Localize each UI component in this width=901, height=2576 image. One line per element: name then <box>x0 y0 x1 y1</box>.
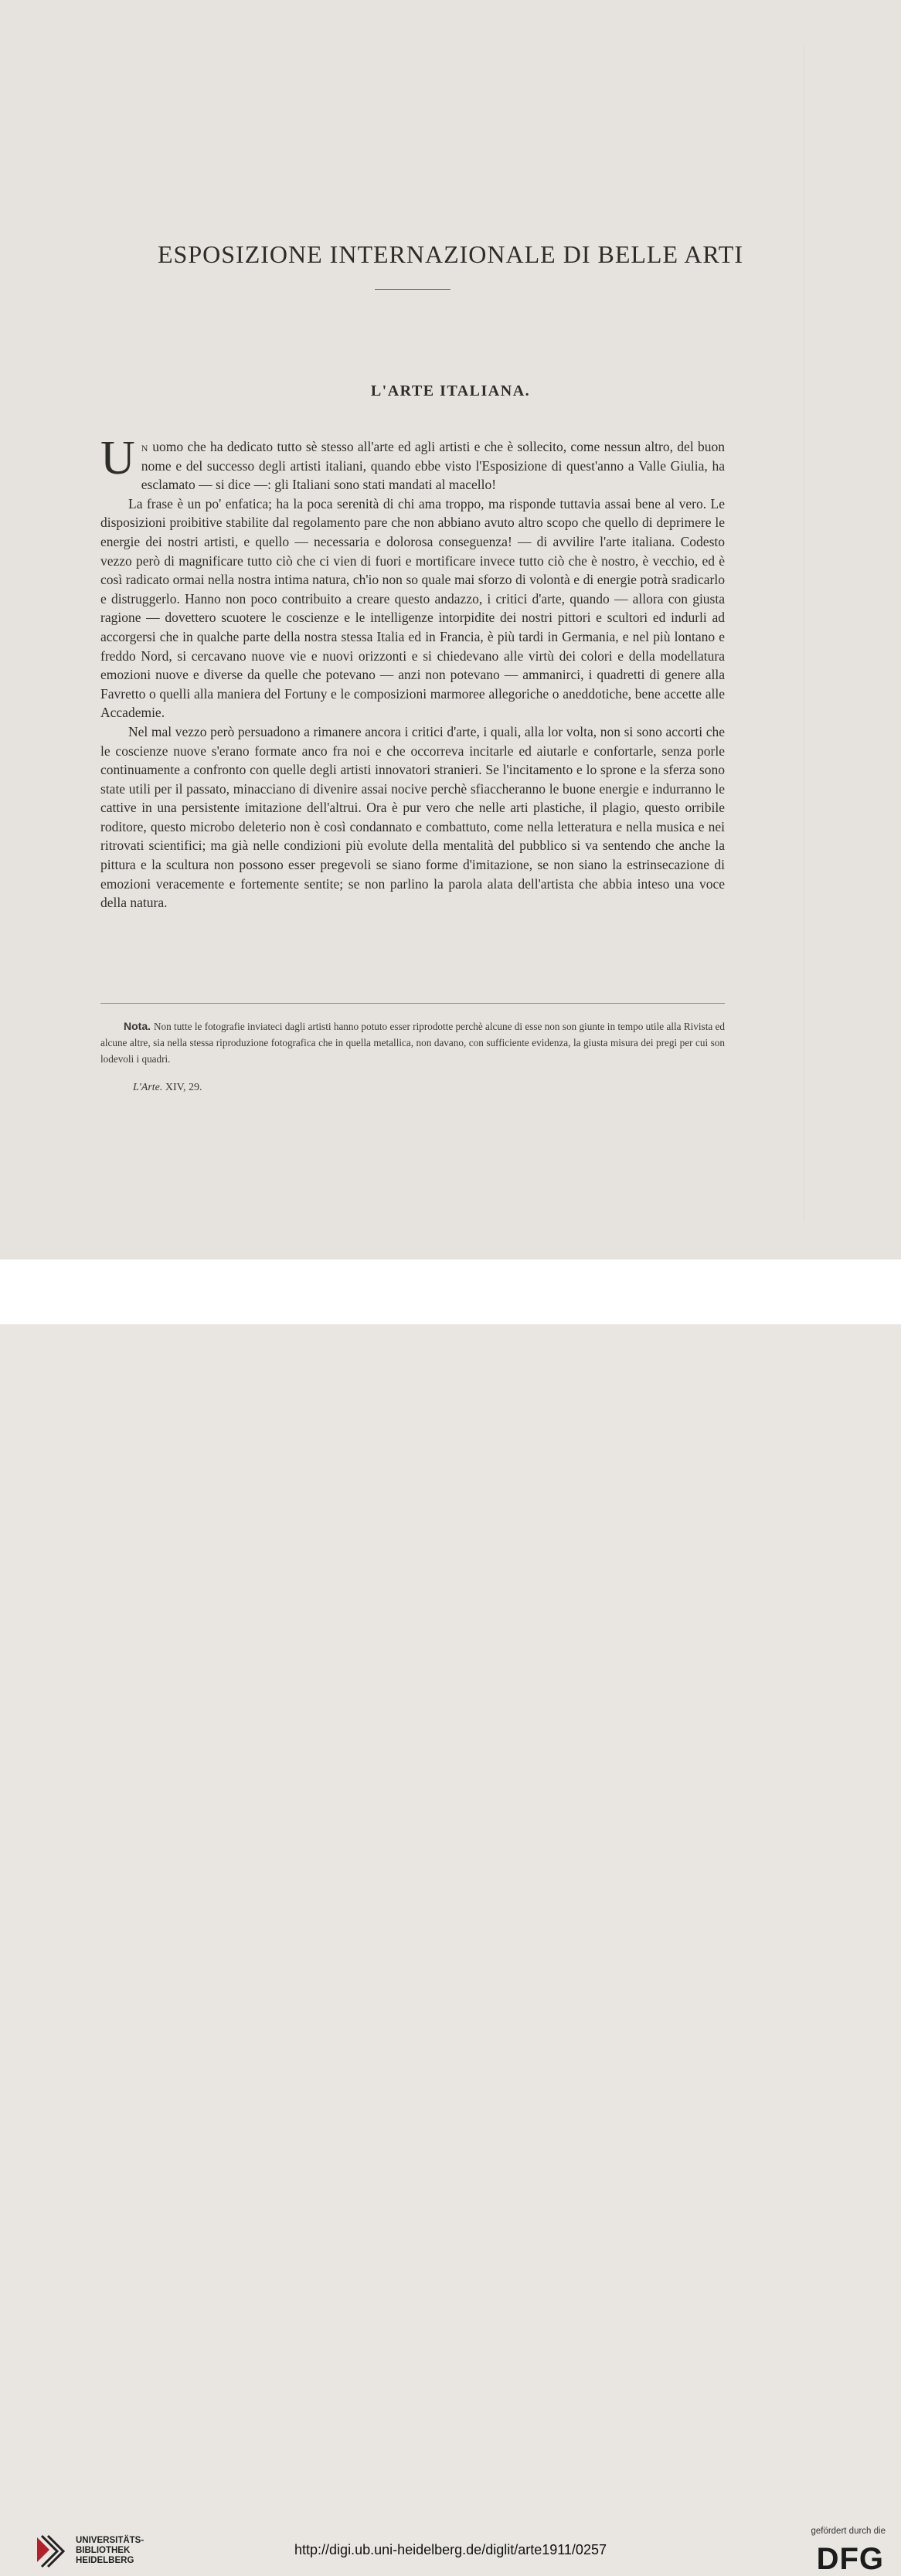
footnote-divider <box>100 1003 725 1004</box>
footnote-label: Nota. <box>124 1020 151 1032</box>
drop-cap: U <box>100 432 135 484</box>
title-divider <box>375 289 450 290</box>
paragraph-2: La frase è un po' enfatica; ha la poca serenità di chi ama troppo, ma risponde tuttavia assai bene al vero. Le disposizioni proibitive stabilite dal regolamento pare che non abbiano avuto altro scopo che quello di deprimere le energie dei nostri artisti, e quello — necessaria e dolorosa conseguenza! — di avvilire l'arte italiana. Codesto vezzo però di magnificare tutto ciò che ci vien di fuori e mortificare invece tutto ciò che è nostro, è vecchio, ed è così radicato ormai nella nostra intima natura, ch'io non so quale mai sforzo di volontà e di energie potrà sradicarlo e distruggerlo. Hanno non poco contribuito a creare questo andazzo, i critici d'arte, quando — allora con giusta ragione — dovettero scuotere le coscienze e le intelligenze intorpidite dei nostri pittori e scultori ed indurli ad accorgersi che in qualche parte della nostra stessa Italia ed in Francia, è più tardi in Germania, e nel più lontano e freddo Nord, si cercavano nuove vie e nuovi orizzonti e si chiedevano alle virtù dei colori e della modellatura emozioni nuove e diverse da quelle che potevano — anzi non potevano — ammanirci, i quadretti di genere alla Favretto o quelli alla maniera del Fortuny e le composizioni marmoree allegoriche o aneddotiche, bene accette alle Accademie. <box>100 495 725 721</box>
dfg-logo: DFG <box>816 2542 884 2576</box>
paragraph-1-text: uomo che ha dedicato tutto sè stesso all'arte ed agli artisti e che è sollecito, come nessun altro, del buon nome e del successo degli artisti italiani, quando ebbe visto l'Esposizione di quest'anno a Valle Giulia, ha esclamato — si dice —: gli Italiani sono stati mandati al macello! <box>141 439 726 493</box>
document-url-link[interactable]: http://digi.ub.uni-heidelberg.de/diglit/arte1911/0257 <box>294 2542 607 2557</box>
article-body <box>100 432 726 912</box>
signature-number: XIV, 29. <box>165 1082 202 1093</box>
signature-journal: L'Arte. <box>133 1082 163 1093</box>
section-title: L'ARTE ITALIANA. <box>370 382 531 399</box>
paragraph-1 <box>100 432 726 494</box>
footnote <box>100 1018 725 1067</box>
footnote-text: Non tutte le fotografie inviateci dagli artisti hanno potuto esser riprodotte perchè alcune di esse non son giunte in tempo utile alla Rivista ed alcune altre, sia nella stessa riproduzione fotografica che in quella metallica, non davano, con sufficiente evidenza, la giusta misura dei pregi per cui son lodevoli i quadri. <box>100 1021 725 1065</box>
funded-by-label: gefördert durch die <box>811 2527 886 2536</box>
paragraph-3: Nel mal vezzo però persuadono a rimanere ancora i critici d'arte, i quali, alla lor volta, non si sono accorti che le coscienze nuove s'erano formate anco fra noi e che occorreva incitarle ed aiutarle e confortarle, senza porle continuamente a confronto con quelle degli artisti innovatori stranieri. Se l'incitamento e lo sprone e la sferza sono state utili per il passato, minacciano di divenire assai nocive perchè sfiaccheranno le buone energie e indurranno le cattive in una persistente imitazione dell'altrui. Ora è pur vero che nelle arti plastiche, il plagio, questo orribile roditore, questo microbo deleterio non è così condannato e combattuto, come nella letteratura e nella musica e nei ritrovati scientifici; ma già nelle condizioni più evolute della mentalità del pubblico si va sentendo che anche la pittura e la scultura non possono esser pregevoli se siano forme d'imitazione, se non siano la estrinsecazione di emozioni veracemente e fortemente sentite; se non parlino la parola alata dell'artista che abbia inteso una voce della natura. <box>100 723 725 911</box>
page-signature <box>133 1082 202 1094</box>
viewer-footer <box>0 1259 901 2576</box>
scanned-page <box>0 0 901 1259</box>
library-name: UNIVERSITÄTS- BIBLIOTHEK HEIDELBERG <box>76 2536 144 2565</box>
page-title: ESPOSIZIONE INTERNAZIONALE DI BELLE ARTI <box>158 240 743 269</box>
first-word-rest: n <box>141 439 148 454</box>
